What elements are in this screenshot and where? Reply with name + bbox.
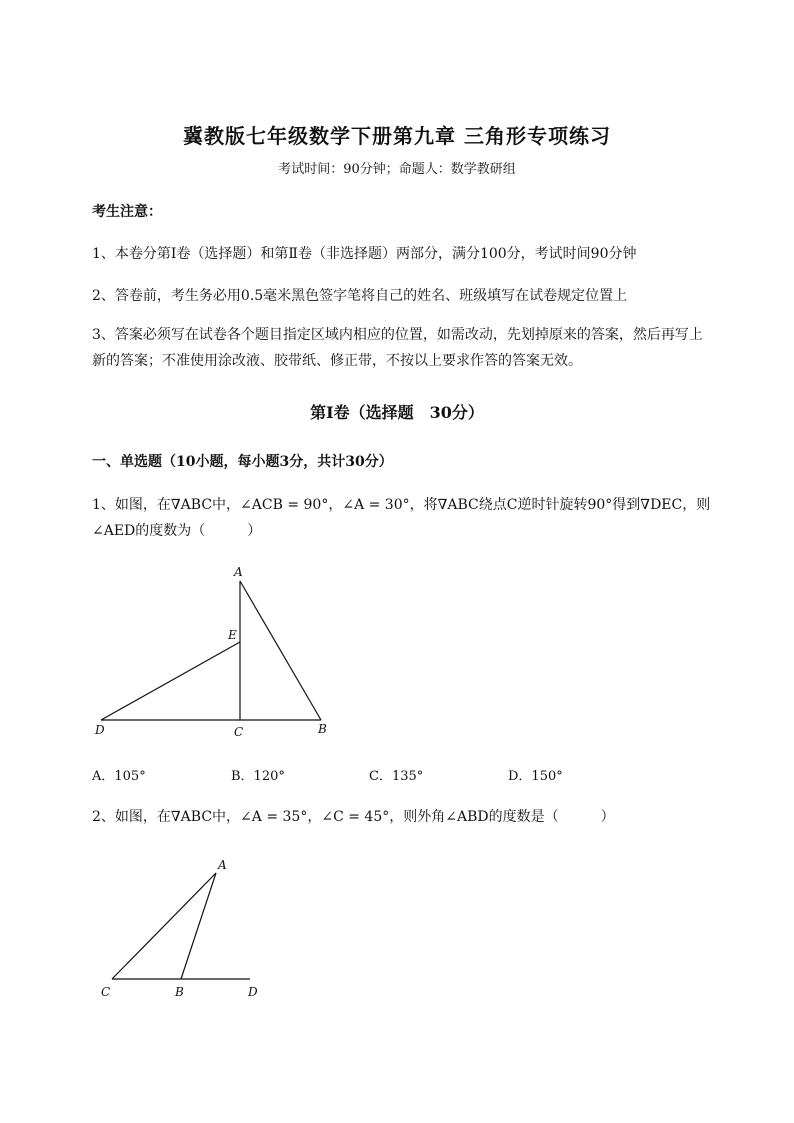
page-title: 冀教版七年级数学下册第九章 三角形专项练习 (183, 124, 611, 148)
segment-ba (181, 873, 216, 979)
q1-option-b[interactable]: B．120° (231, 769, 285, 784)
q1-label-c: C (234, 725, 244, 739)
q1-label-b: B (318, 722, 327, 736)
question-1-line-2: ∠AED的度数为（ ） (92, 523, 262, 539)
exam-info: 考试时间：90分钟；命题人：数学教研组 (278, 162, 516, 177)
q2-label-c: C (101, 985, 111, 999)
question-2-line-1: 2、如图，在∇ABC中，∠A = 35°，∠C = 45°，则外角∠ABD的度数是（ ） (92, 809, 615, 825)
segment-de (101, 642, 240, 720)
part-title: 一、单选题（10小题，每小题3分，共计30分） (92, 454, 393, 470)
q2-label-a: A (218, 858, 227, 872)
q1-label-a: A (234, 565, 243, 579)
notice-item-1: 1、本卷分第I卷（选择题）和第Ⅱ卷（非选择题）两部分，满分100分，考试时间90分钟 (92, 246, 637, 262)
segment-ca (112, 873, 216, 979)
segment-ab (240, 581, 321, 720)
section-title: 第I卷（选择题 30分） (310, 403, 484, 422)
question-2-figure (112, 873, 250, 979)
q1-option-c[interactable]: C．135° (369, 769, 424, 784)
notice-item-2: 2、答卷前，考生务必用0.5毫米黑色签字笔将自己的姓名、班级填写在试卷规定位置上 (92, 288, 628, 304)
question-1-figure (101, 581, 321, 720)
q2-label-b: B (175, 985, 184, 999)
q1-option-a[interactable]: A．105° (92, 769, 146, 784)
q2-label-d: D (248, 985, 258, 999)
notice-item-3: 3、答案必须写在试卷各个题目指定区域内相应的位置，如需改动，先划掉原来的答案，然后再写上新的答案；不准使用涂改液、胶带纸、修正带，不按以上要求作答的答案无效。 (92, 327, 703, 369)
q1-label-e: E (228, 628, 237, 642)
notice-heading: 考生注意： (92, 204, 162, 220)
question-1-line-1: 1、如图，在∇ABC中，∠ACB = 90°，∠A = 30°，将∇ABC绕点C逆时针旋转90°得到∇DEC，则 (92, 497, 711, 513)
q1-label-d: D (95, 723, 105, 737)
q1-option-d[interactable]: D．150° (508, 769, 563, 784)
